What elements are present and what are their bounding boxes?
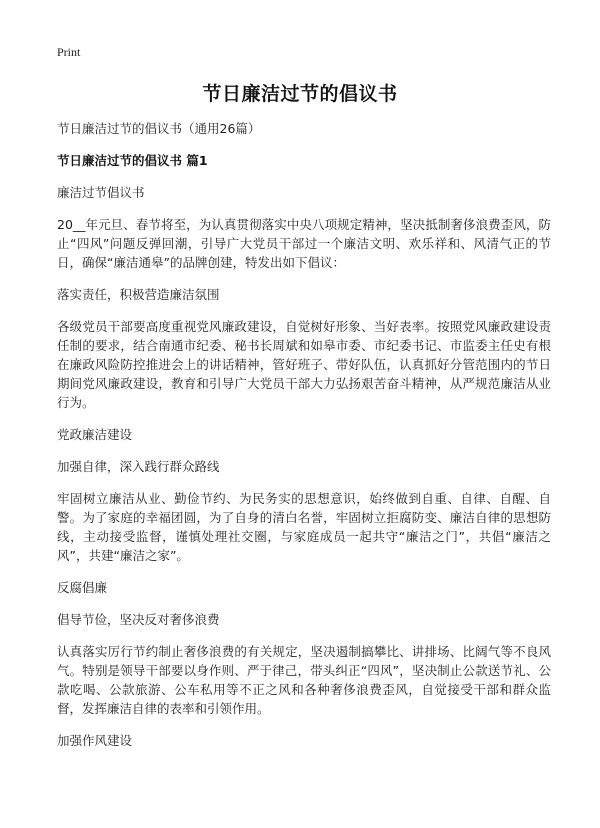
paragraph-heading: 廉洁过节倡议书 [57, 185, 145, 200]
paragraph-heading: 加强自律，深入践行群众路线 [57, 459, 220, 474]
section-heading: 节日廉洁过节的倡议书 篇1 [57, 153, 208, 168]
document-title: 节日廉洁过节的倡议书 [202, 83, 398, 105]
document-body [57, 119, 551, 763]
document-subtitle: 节日廉洁过节的倡议书（通用26篇） [57, 121, 261, 136]
paragraph: 各级党员干部要高度重视党风廉政建设，自觉树好形象、当好表率。按照党风廉政建设责任制的要求，结合南通市纪委、秘书长周斌和如皋市委、市纪委书记、市监委主任史有根在廉政风险防控推进会上的讲话精神，管好班子、带好队伍，认真抓好分管范围内的节日期间党风廉政建设，教育和引导广大党员干部大力弘扬艰苦奋斗精神，从严规范廉洁从业行为。 [57, 319, 551, 410]
print-label: Print [57, 45, 81, 59]
paragraph-heading: 反腐倡廉 [57, 580, 108, 595]
paragraph-heading: 落实责任，积极营造廉洁氛围 [57, 287, 220, 302]
paragraph-heading: 加强作风建设 [57, 733, 133, 748]
paragraph-heading: 党政廉洁建设 [57, 427, 133, 442]
paragraph: 20__年元旦、春节将至，为认真贯彻落实中央八项规定精神，坚决抵制奢侈浪费歪风，防止“四风”问题反弹回潮，引导广大党员干部过一个廉洁文明、欢乐祥和、风清气正的节日，确保“廉洁通皋”的品牌创建，特发出如下倡议： [57, 217, 551, 270]
paragraph: 牢固树立廉洁从业、勤俭节约、为民务实的思想意识，始终做到自重、自律、自醒、自警。为了家庭的幸福团圆，为了自身的清白名誉，牢固树立拒腐防变、廉洁自律的思想防线，主动接受监督，谨慎处理社交圈，与家庭成员一起共守“廉洁之门”，共倡“廉洁之风”，共建“廉洁之家”。 [57, 491, 551, 563]
paragraph-heading: 倡导节俭，坚决反对奢侈浪费 [57, 612, 220, 627]
paragraph: 认真落实厉行节约制止奢侈浪费的有关规定，坚决遏制搞攀比、讲排场、比阔气等不良风气。特别是领导干部要以身作则、严于律己，带头纠正“四风”，坚决制止公款送节礼、公款吃喝、公款旅游、公车私用等不正之风和各种奢侈浪费歪风，自觉接受干部和群众监督，发挥廉洁自律的表率和引领作用。 [57, 644, 551, 716]
